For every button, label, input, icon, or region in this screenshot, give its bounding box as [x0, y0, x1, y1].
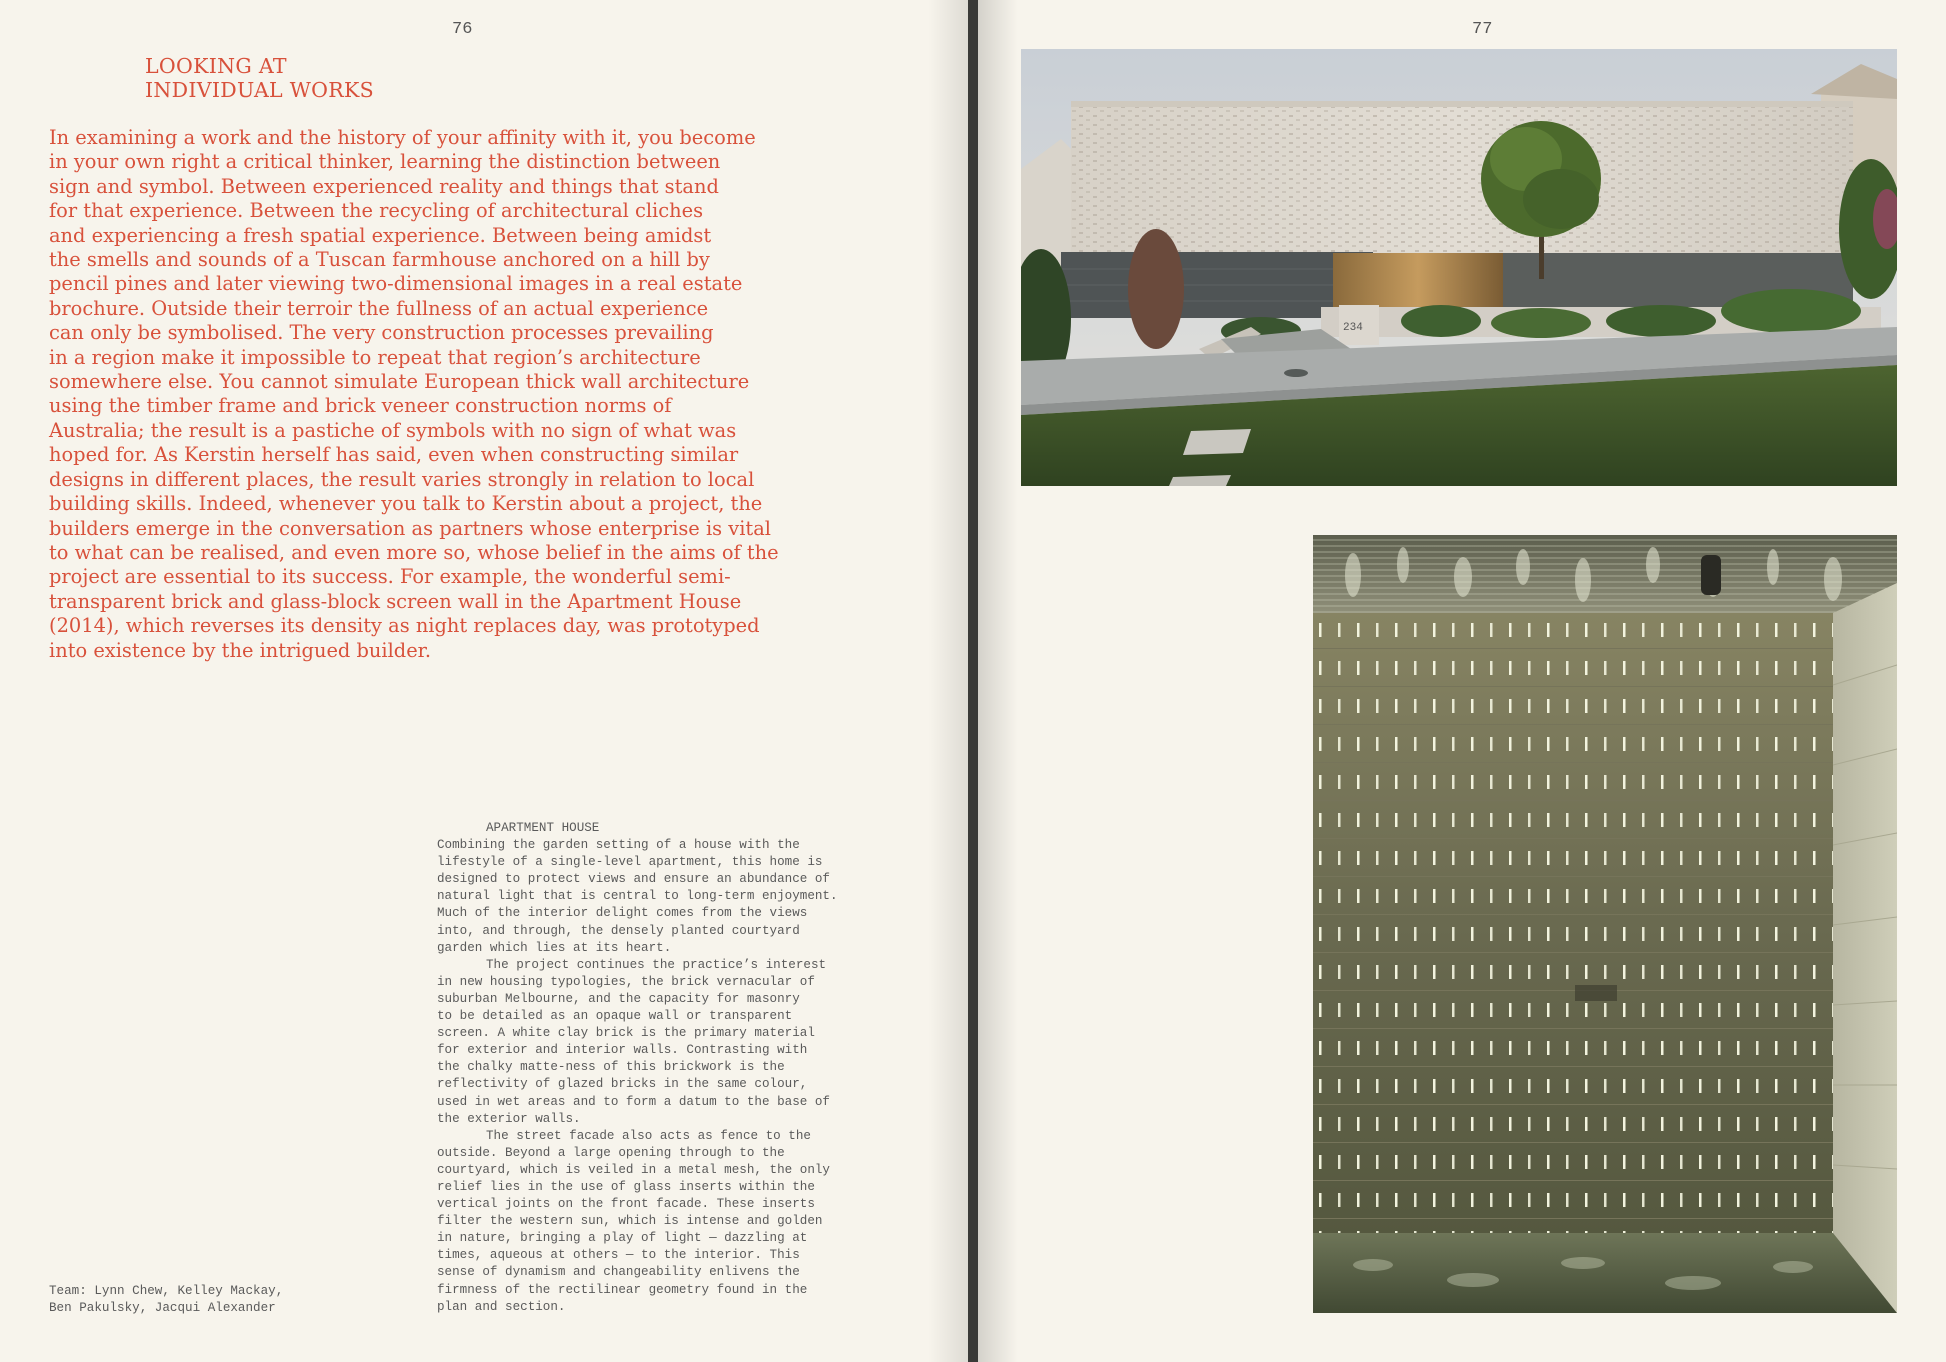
- caption-line: the chalky matte-ness of this brickwork is the: [437, 1060, 785, 1075]
- caption-line: relief lies in the use of glass inserts within the: [437, 1179, 815, 1194]
- essay-line: Australia; the result is a pastiche of symbols with no sign of what was: [49, 418, 737, 442]
- caption-line: filter the western sun, which is intense and golden: [437, 1214, 823, 1229]
- caption-line: Combining the garden setting of a house with the: [437, 838, 800, 853]
- exterior-photo: [1021, 49, 1897, 486]
- team-line: Ben Pakulsky, Jacqui Alexander: [49, 1301, 276, 1316]
- essay-line: in a region make it impossible to repeat that region’s architecture: [49, 345, 701, 369]
- gutter-shadow: [978, 0, 1018, 1362]
- essay-line: in your own right a critical thinker, learning the distinction between: [49, 150, 721, 174]
- essay-line: to what can be realised, and even more so, whose belief in the aims of the: [49, 540, 779, 564]
- caption-line: courtyard, which is veiled in a metal mesh, the only: [437, 1162, 830, 1177]
- caption-line: sense of dynamism and changeability enlivens the: [437, 1265, 800, 1280]
- essay-line: transparent brick and glass-block screen wall in the Apartment House: [49, 589, 742, 613]
- right-page: [978, 0, 1946, 1362]
- caption-line: outside. Beyond a large opening through to the: [437, 1145, 785, 1160]
- section-heading: [145, 54, 374, 102]
- essay-line: project are essential to its success. For example, the wonderful semi-: [49, 565, 731, 589]
- caption-line: lifestyle of a single-level apartment, this home is: [437, 855, 823, 870]
- caption-line: designed to protect views and ensure an abundance of: [437, 872, 830, 887]
- essay-line: brochure. Outside their terroir the fullness of an actual experience: [49, 296, 709, 320]
- caption-title: APARTMENT HOUSE: [486, 821, 600, 835]
- caption-line: suburban Melbourne, and the capacity for masonry: [437, 991, 800, 1006]
- caption-line: The project continues the practice’s interest: [486, 957, 827, 972]
- gutter-shadow: [928, 0, 968, 1362]
- caption-line: Much of the interior delight comes from the views: [437, 906, 808, 921]
- page-number-left: 76: [452, 20, 473, 39]
- essay-line: into existence by the intrigued builder.: [49, 638, 431, 662]
- essay-line: builders emerge in the conversation as partners whose enterprise is vital: [49, 516, 771, 540]
- essay-line: the smells and sounds of a Tuscan farmhouse anchored on a hill by: [49, 248, 710, 272]
- team-line: Team: Lynn Chew, Kelley Mackay,: [49, 1284, 284, 1298]
- caption-line: to be detailed as an opaque wall or transparent: [437, 1009, 793, 1024]
- caption-line: used in wet areas and to form a datum to the base of: [437, 1094, 830, 1109]
- caption-line: garden which lies at its heart.: [437, 940, 672, 955]
- caption-line: natural light that is central to long-term enjoyment.: [437, 889, 838, 904]
- essay-body: [49, 126, 809, 663]
- caption-line: times, aqueous at others — to the interior. This: [437, 1248, 800, 1263]
- caption-body: [437, 837, 897, 1316]
- essay-line: somewhere else. You cannot simulate European thick wall architecture: [49, 370, 750, 394]
- caption-line: in new housing typologies, the brick vernacular of: [437, 974, 815, 989]
- house-number: 234: [1343, 322, 1363, 334]
- caption-line: into, and through, the densely planted courtyard: [437, 923, 800, 938]
- essay-line: using the timber frame and brick veneer construction norms of: [49, 394, 672, 418]
- essay-line: In examining a work and the history of your affinity with it, you become: [49, 126, 756, 149]
- caption-line: vertical joints on the front facade. These inserts: [437, 1197, 815, 1212]
- essay-line: (2014), which reverses its density as night replaces day, was prototyped: [49, 614, 760, 638]
- caption-line: firmness of the rectilinear geometry found in the: [437, 1282, 808, 1297]
- project-caption: [437, 820, 897, 1316]
- team-credits: [49, 1283, 283, 1317]
- caption-line: reflectivity of glazed bricks in the same colour,: [437, 1077, 808, 1092]
- essay-line: sign and symbol. Between experienced reality and things that stand: [49, 174, 719, 198]
- caption-line: the exterior walls.: [437, 1111, 581, 1126]
- caption-line: screen. A white clay brick is the primary material: [437, 1026, 815, 1041]
- caption-line: plan and section.: [437, 1299, 566, 1314]
- essay-line: designs in different places, the result varies strongly in relation to local: [49, 467, 755, 491]
- essay-line: can only be symbolised. The very construction processes prevailing: [49, 321, 714, 345]
- heading-line: LOOKING AT: [145, 54, 287, 78]
- essay-line: for that experience. Between the recycling of architectural cliches: [49, 199, 704, 223]
- caption-line: The street facade also acts as fence to the: [486, 1128, 811, 1143]
- left-page: [0, 0, 968, 1362]
- essay-line: and experiencing a fresh spatial experience. Between being amidst: [49, 223, 712, 247]
- interior-photo: [1313, 535, 1897, 1313]
- caption-line: for exterior and interior walls. Contrasting with: [437, 1043, 808, 1058]
- caption-line: in nature, bringing a play of light — dazzling at: [437, 1231, 808, 1246]
- essay-line: building skills. Indeed, whenever you talk to Kerstin about a project, the: [49, 492, 763, 516]
- essay-line: pencil pines and later viewing two-dimensional images in a real estate: [49, 272, 743, 296]
- essay-line: hoped for. As Kerstin herself has said, even when constructing similar: [49, 443, 739, 467]
- page-number-right: 77: [1472, 20, 1493, 39]
- heading-line: INDIVIDUAL WORKS: [145, 78, 374, 102]
